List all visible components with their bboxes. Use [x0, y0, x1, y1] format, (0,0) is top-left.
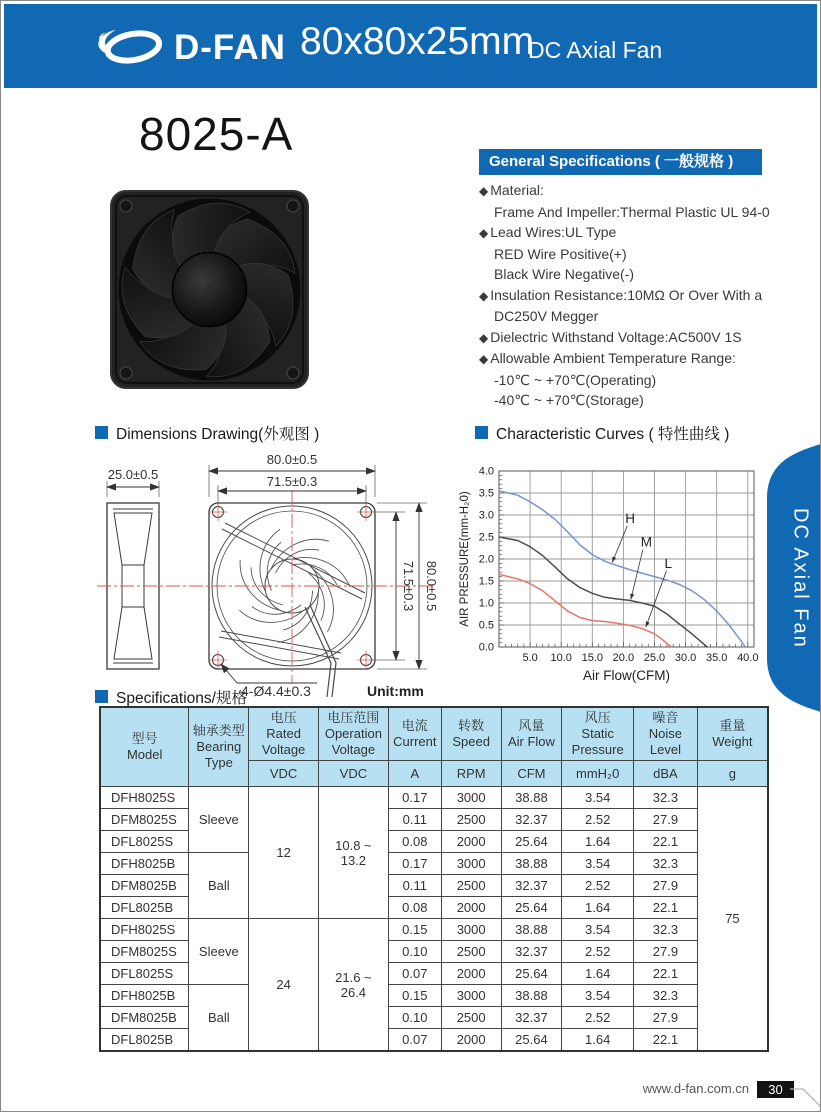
svg-text:35.0: 35.0 [705, 652, 728, 664]
side-tab-dc-axial-fan [763, 444, 821, 712]
speed-cell: 2000 [441, 897, 501, 919]
svg-text:2.0: 2.0 [478, 553, 494, 566]
current-cell: 0.17 [388, 853, 441, 875]
operation-voltage-cell: 21.6 ~ 26.4 [318, 919, 388, 1052]
svg-text:5.0: 5.0 [522, 652, 538, 664]
model-cell: DFM8025B [100, 875, 189, 897]
section-bullet-icon [95, 426, 108, 439]
current-cell: 0.10 [388, 941, 441, 963]
svg-text:0.5: 0.5 [478, 619, 494, 632]
model-cell: DFH8025B [100, 853, 189, 875]
air-flow-cell: 38.88 [501, 919, 562, 941]
speed-cell: 3000 [441, 919, 501, 941]
dim-width-outer: 80.0±0.5 [266, 452, 318, 467]
section-specifications: Specifications/规格 [95, 686, 247, 708]
footer-page-number: 30 [757, 1081, 794, 1098]
current-cell: 0.11 [388, 875, 441, 897]
model-cell: DFL8025B [100, 897, 189, 919]
noise-cell: 27.9 [634, 1007, 698, 1029]
weight-cell: 75 [697, 787, 768, 1052]
dim-holes: 4-Ø4.4±0.3 [241, 683, 311, 699]
side-tab-label: DC Axial Fan [789, 507, 812, 649]
model-cell: DFM8025S [100, 941, 189, 963]
noise-cell: 32.3 [634, 787, 698, 809]
brand-name: D-FAN [174, 28, 286, 67]
page-title: 8025-A [139, 108, 294, 160]
air-flow-cell: 25.64 [501, 963, 562, 985]
noise-cell: 27.9 [634, 809, 698, 831]
current-cell: 0.07 [388, 1029, 441, 1052]
unit-a: A [388, 761, 441, 787]
speed-cell: 2000 [441, 831, 501, 853]
static-pressure-cell: 3.54 [562, 985, 634, 1007]
diamond-bullet-icon: ◆ [479, 330, 489, 345]
speed-cell: 2000 [441, 963, 501, 985]
general-spec-item: -40℃ ~ +70℃(Storage) [494, 392, 644, 408]
general-spec-item: ◆ Dielectric Withstand Voltage:AC500V 1S [479, 328, 742, 345]
unit-vdc: VDC [318, 761, 388, 787]
rated-voltage-cell: 24 [249, 919, 319, 1052]
fan-product-photo [107, 187, 312, 392]
noise-cell: 22.1 [634, 897, 698, 919]
dim-height-outer: 80.0±0.5 [424, 560, 439, 612]
static-pressure-cell: 3.54 [562, 853, 634, 875]
static-pressure-cell: 1.64 [562, 1029, 634, 1052]
col-static-pressure: 风压 Static Pressure [562, 707, 634, 761]
general-spec-item: ◆ Allowable Ambient Temperature Range: [479, 350, 736, 366]
footer-corner-line [789, 1081, 821, 1112]
current-cell: 0.11 [388, 809, 441, 831]
air-flow-cell: 32.37 [501, 875, 562, 897]
air-flow-cell: 25.64 [501, 1029, 562, 1052]
table-row [100, 985, 768, 1007]
unit-rpm: RPM [441, 761, 501, 787]
product-type: DC Axial Fan [528, 37, 663, 63]
col-speed: 转数 Speed [441, 707, 501, 761]
header-bar [4, 4, 817, 88]
current-cell: 0.08 [388, 831, 441, 853]
svg-text:4.0: 4.0 [478, 465, 494, 478]
current-cell: 0.15 [388, 985, 441, 1007]
diamond-bullet-icon: ◆ [479, 288, 489, 303]
diamond-bullet-icon: ◆ [479, 226, 489, 240]
col-model: 型号 Model [100, 707, 189, 787]
svg-text:20.0: 20.0 [612, 652, 635, 664]
noise-cell: 22.1 [634, 1029, 698, 1052]
unit-g: g [697, 761, 768, 787]
model-cell: DFL8025B [100, 1029, 189, 1052]
curve-L [499, 574, 671, 647]
specifications-table [99, 706, 769, 1052]
section-dimensions: Dimensions Drawing(外观图 ) [95, 422, 319, 444]
general-spec-item: Black Wire Negative(-) [494, 266, 635, 282]
static-pressure-cell: 2.52 [562, 809, 634, 831]
current-cell: 0.07 [388, 963, 441, 985]
dfan-logo-icon [90, 23, 168, 71]
col-noise: 噪音 Noise Level [634, 707, 698, 761]
footer-website: www.d-fan.com.cn [642, 1081, 749, 1096]
general-spec-item: DC250V Megger [494, 308, 599, 324]
static-pressure-cell: 2.52 [562, 941, 634, 963]
col-bearing: 轴承类型 Bearing Type [189, 707, 249, 787]
general-spec-item: ◆ Material: [479, 182, 544, 198]
col-air-flow: 风量 Air Flow [501, 707, 562, 761]
speed-cell: 3000 [441, 853, 501, 875]
noise-cell: 22.1 [634, 963, 698, 985]
noise-cell: 32.3 [634, 985, 698, 1007]
speed-cell: 2500 [441, 941, 501, 963]
current-cell: 0.10 [388, 1007, 441, 1029]
general-spec-item: ◆ Lead Wires:UL Type [479, 224, 617, 240]
static-pressure-cell: 2.52 [562, 875, 634, 897]
svg-text:0.0: 0.0 [478, 641, 494, 654]
product-size: 80x80x25mm [300, 20, 535, 63]
bearing-cell: Ball [189, 985, 249, 1052]
table-row [100, 853, 768, 875]
svg-text:15.0: 15.0 [581, 652, 604, 664]
dim-unit: Unit:mm [367, 683, 424, 699]
bearing-cell: Ball [189, 853, 249, 919]
svg-text:10.0: 10.0 [550, 652, 572, 664]
speed-cell: 2500 [441, 875, 501, 897]
air-flow-cell: 38.88 [501, 853, 562, 875]
dim-height-pitch: 71.5±0.3 [401, 560, 416, 612]
current-cell: 0.15 [388, 919, 441, 941]
noise-cell: 32.3 [634, 853, 698, 875]
speed-cell: 2000 [441, 1029, 501, 1052]
general-spec-item: ◆ Insulation Resistance:10MΩ Or Over With a [479, 286, 763, 303]
general-spec-item: Frame And Impeller:Thermal Plastic UL 94-0 [494, 203, 770, 220]
general-specs-header: General Specifications ( 一般规格 ) [479, 149, 762, 175]
general-specs-list [479, 180, 789, 411]
model-cell: DFM8025B [100, 1007, 189, 1029]
unit-mmh2o: mmH₂0 [562, 761, 634, 787]
noise-cell: 22.1 [634, 831, 698, 853]
speed-cell: 2500 [441, 809, 501, 831]
svg-text:1.5: 1.5 [478, 575, 494, 588]
dimensions-drawing [91, 447, 459, 699]
y-axis-label: AIR PRESSURE(mm-H₂0) [459, 491, 471, 627]
col-operation-voltage: 电压范围 Operation Voltage [318, 707, 388, 761]
model-cell: DFM8025S [100, 809, 189, 831]
table-row [100, 787, 768, 809]
static-pressure-cell: 1.64 [562, 897, 634, 919]
curve-label-M: M [640, 534, 653, 550]
col-weight: 重量 Weight [697, 707, 768, 761]
operation-voltage-cell: 10.8 ~ 13.2 [318, 787, 388, 919]
current-cell: 0.08 [388, 897, 441, 919]
air-flow-cell: 25.64 [501, 897, 562, 919]
air-flow-cell: 25.64 [501, 831, 562, 853]
current-cell: 0.17 [388, 787, 441, 809]
section-curves: Characteristic Curves ( 特性曲线 ) [475, 422, 729, 444]
static-pressure-cell: 2.52 [562, 1007, 634, 1029]
noise-cell: 27.9 [634, 941, 698, 963]
general-spec-item: RED Wire Positive(+) [494, 245, 627, 262]
svg-text:3.5: 3.5 [478, 487, 494, 500]
curve-label-H: H [625, 510, 636, 526]
svg-text:25.0: 25.0 [643, 652, 666, 664]
col-current: 电流 Current [388, 707, 441, 761]
svg-text:2.5: 2.5 [478, 531, 494, 544]
speed-cell: 2500 [441, 1007, 501, 1029]
unit-vdc: VDC [249, 761, 319, 787]
speed-cell: 3000 [441, 787, 501, 809]
characteristic-curves-chart [456, 453, 766, 693]
air-flow-cell: 32.37 [501, 941, 562, 963]
air-flow-cell: 38.88 [501, 985, 562, 1007]
diamond-bullet-icon: ◆ [479, 184, 489, 198]
svg-text:3.0: 3.0 [478, 509, 494, 522]
air-flow-cell: 32.37 [501, 1007, 562, 1029]
air-flow-cell: 32.37 [501, 809, 562, 831]
unit-dba: dBA [634, 761, 698, 787]
general-spec-item: -10℃ ~ +70℃(Operating) [494, 371, 657, 388]
svg-text:40.0: 40.0 [737, 652, 759, 664]
bearing-cell: Sleeve [189, 787, 249, 853]
dim-hole-pitch: 71.5±0.3 [266, 474, 318, 489]
svg-text:30.0: 30.0 [674, 652, 697, 664]
col-rated-voltage: 电压 Rated Voltage [249, 707, 319, 761]
noise-cell: 32.3 [634, 919, 698, 941]
static-pressure-cell: 1.64 [562, 831, 634, 853]
speed-cell: 3000 [441, 985, 501, 1007]
static-pressure-cell: 1.64 [562, 963, 634, 985]
section-bullet-icon [475, 426, 488, 439]
air-flow-cell: 38.88 [501, 787, 562, 809]
model-cell: DFH8025S [100, 787, 189, 809]
table-row [100, 919, 768, 941]
model-cell: DFH8025S [100, 919, 189, 941]
table-header-row [100, 707, 768, 761]
x-axis-label: Air Flow(CFM) [583, 668, 670, 683]
static-pressure-cell: 3.54 [562, 919, 634, 941]
unit-cfm: CFM [501, 761, 562, 787]
noise-cell: 27.9 [634, 875, 698, 897]
diamond-bullet-icon: ◆ [479, 352, 489, 366]
dim-depth: 25.0±0.5 [107, 467, 159, 482]
model-cell: DFL8025S [100, 963, 189, 985]
model-cell: DFL8025S [100, 831, 189, 853]
model-cell: DFH8025B [100, 985, 189, 1007]
static-pressure-cell: 3.54 [562, 787, 634, 809]
rated-voltage-cell: 12 [249, 787, 319, 919]
curve-label-L: L [664, 555, 672, 571]
bearing-cell: Sleeve [189, 919, 249, 985]
svg-text:1.0: 1.0 [478, 597, 494, 610]
